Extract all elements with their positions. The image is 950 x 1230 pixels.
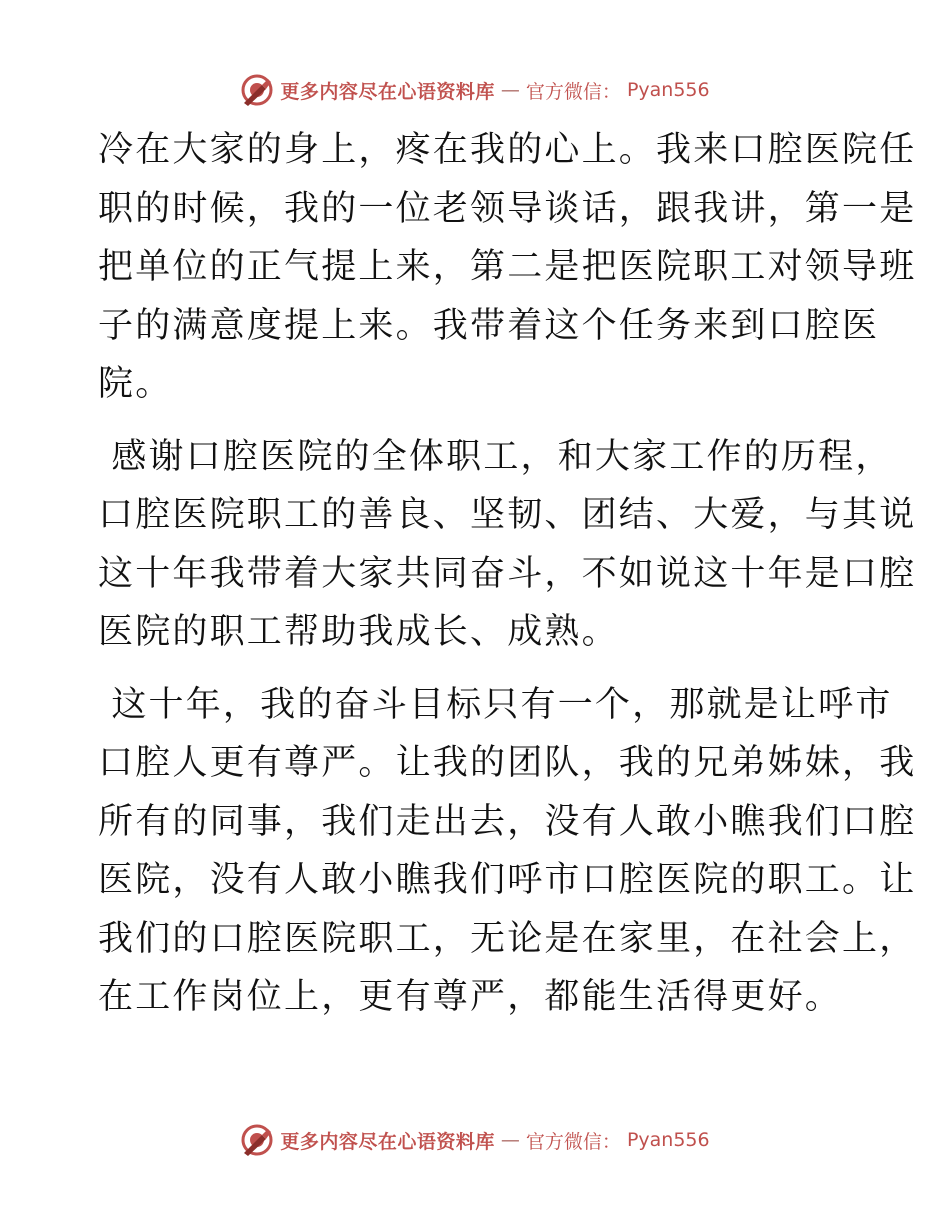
paragraph-2 [98, 428, 917, 662]
text-line: 冷在大家的身上，疼在我的心上。我来口腔医院任 [98, 130, 917, 170]
text-line: 医院的职工帮助我成长、成熟。 [98, 612, 619, 652]
footer-banner [0, 1122, 950, 1158]
banner-wechat-id: Pyan556 [626, 79, 710, 101]
text-line: 口腔医院职工的善良、坚韧、团结、大爱，与其说 [98, 495, 917, 535]
text-line: 感谢口腔医院的全体职工，和大家工作的历程， [98, 436, 893, 477]
banner-wechat-label: 官方微信： [525, 1130, 621, 1153]
pen-logo-icon [240, 73, 274, 107]
header-banner [0, 72, 950, 108]
text-line: 口腔人更有尊严。让我的团队，我的兄弟姊妹，我 [98, 743, 917, 783]
pen-logo-icon [240, 1123, 274, 1157]
banner-separator: — [500, 1129, 520, 1151]
banner-separator: — [500, 79, 520, 101]
text-line: 子的满意度提上来。我带着这个任务来到口腔医 [98, 305, 880, 346]
banner-text: 更多内容尽在心语资料库 [280, 1130, 495, 1153]
text-line: 所有的同事，我们走出去，没有人敢小瞧我们口腔 [98, 801, 917, 842]
text-line: 在工作岗位上，更有尊严，都能生活得更好。 [98, 977, 843, 1017]
banner-text: 更多内容尽在心语资料库 [280, 80, 495, 103]
text-line: 院。 [98, 364, 173, 404]
text-line: 医院，没有人敢小瞧我们呼市口腔医院的职工。让 [98, 860, 917, 900]
banner-wechat-id: Pyan556 [626, 1129, 710, 1151]
text-line: 这十年我带着大家共同奋斗，不如说这十年是口腔 [98, 553, 917, 594]
text-line: 把单位的正气提上来，第二是把医院职工对领导班 [98, 247, 917, 287]
text-line: 职的时候，我的一位老领导谈话，跟我讲，第一是 [98, 188, 917, 229]
text-line: 这十年，我的奋斗目标只有一个，那就是让呼市 [98, 684, 893, 725]
paragraph-1 [98, 121, 917, 414]
paragraph-3 [98, 676, 917, 1027]
banner-wechat-label: 官方微信： [525, 80, 621, 103]
document-body [98, 121, 917, 1041]
text-line: 我们的口腔医院职工，无论是在家里，在社会上， [98, 918, 917, 959]
